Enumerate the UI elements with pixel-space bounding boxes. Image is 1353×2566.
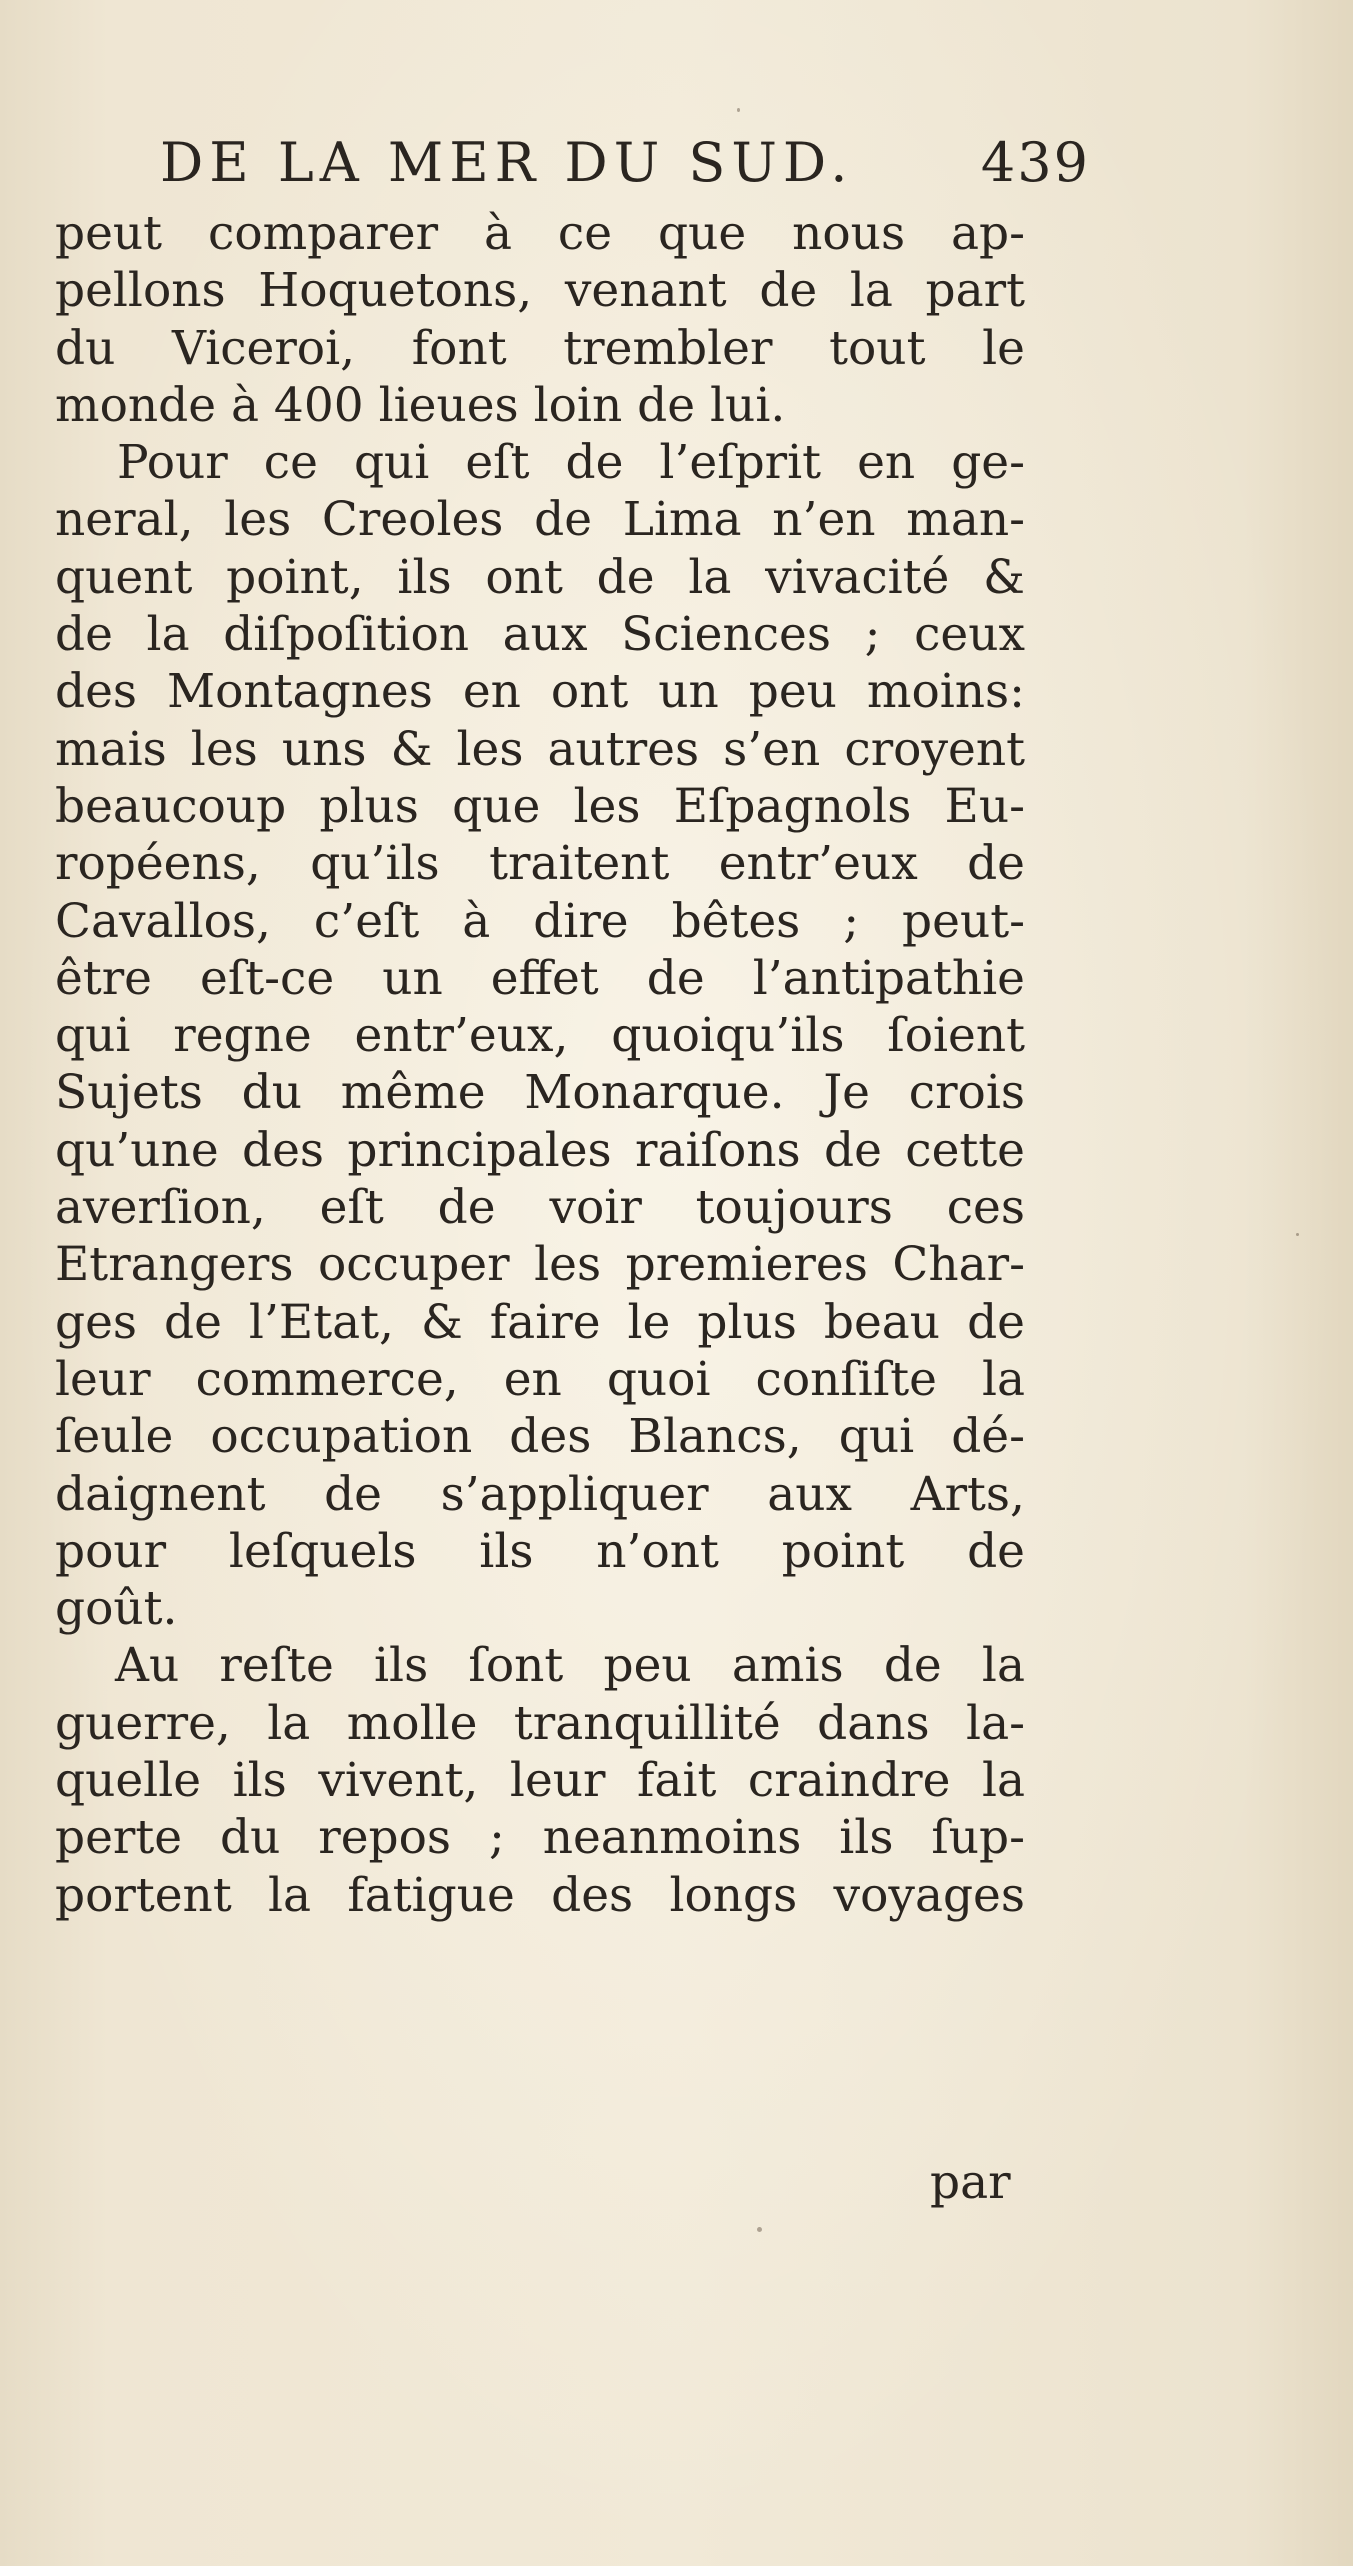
text-line: goût. — [55, 1581, 178, 1637]
text-line: Cavallos, c’eſt à dire bêtes ; peut- — [55, 893, 1025, 949]
running-head — [160, 128, 1090, 198]
running-head-title: DE LA MER DU SUD. — [160, 131, 854, 194]
paper-speck — [757, 2227, 762, 2232]
page-number: 439 — [980, 131, 1090, 194]
paper-speck — [737, 108, 740, 112]
body-text — [55, 205, 1025, 1924]
text-line: Etrangers occuper les premieres Char- — [55, 1237, 1025, 1293]
paragraph-start-line: Au reſte ils ſont peu amis de la — [115, 1638, 1025, 1694]
text-line: être eſt-ce un effet de l’antipathie — [55, 950, 1025, 1006]
text-line: de la diſpoſition aux Sciences ; ceux — [55, 607, 1025, 663]
text-line: daignent de s’appliquer aux Arts, — [55, 1466, 1025, 1522]
text-line: averſion, eſt de voir toujours ces — [55, 1180, 1025, 1236]
text-line: du Viceroi, font trembler tout le — [55, 320, 1025, 376]
text-line: monde à 400 lieues loin de lui. — [55, 377, 786, 433]
text-line: quelle ils vivent, leur fait craindre la — [55, 1753, 1025, 1809]
text-line: perte du repos ; neanmoins ils ſup- — [55, 1810, 1025, 1866]
text-line: quent point, ils ont de la vivacité & — [55, 549, 1025, 605]
text-line: pellons Hoquetons, venant de la part — [55, 263, 1025, 319]
text-line: beaucoup plus que les Eſpagnols Eu- — [55, 778, 1025, 834]
text-line: ſeule occupation des Blancs, qui dé- — [55, 1409, 1025, 1465]
paper-speck — [1296, 1233, 1299, 1236]
text-line: mais les uns & les autres s’en croyent — [55, 721, 1025, 777]
text-line: neral, les Creoles de Lima n’en man- — [55, 492, 1025, 548]
text-line: des Montagnes en ont un peu moins: — [55, 664, 1025, 720]
text-line: portent la fatigue des longs voyages — [55, 1867, 1025, 1923]
text-line: peut comparer à ce que nous ap- — [55, 206, 1025, 261]
catchword: par — [930, 2155, 1011, 2210]
text-line: pour leſquels ils n’ont point de — [55, 1523, 1025, 1579]
paragraph-start-line: Pour ce qui eſt de l’eſprit en ge- — [117, 435, 1025, 491]
text-line: leur commerce, en quoi conſiſte la — [55, 1351, 1025, 1407]
text-line: Sujets du même Monarque. Je crois — [55, 1065, 1025, 1121]
text-line: guerre, la molle tranquillité dans la- — [55, 1695, 1025, 1751]
text-line: qu’une des principales raiſons de cette — [55, 1122, 1025, 1178]
text-line: ges de l’Etat, & faire le plus beau de — [55, 1294, 1025, 1350]
text-line: ropéens, qu’ils traitent entr’eux de — [55, 836, 1025, 892]
text-line: qui regne entr’eux, quoiqu’ils ſoient — [55, 1008, 1025, 1064]
